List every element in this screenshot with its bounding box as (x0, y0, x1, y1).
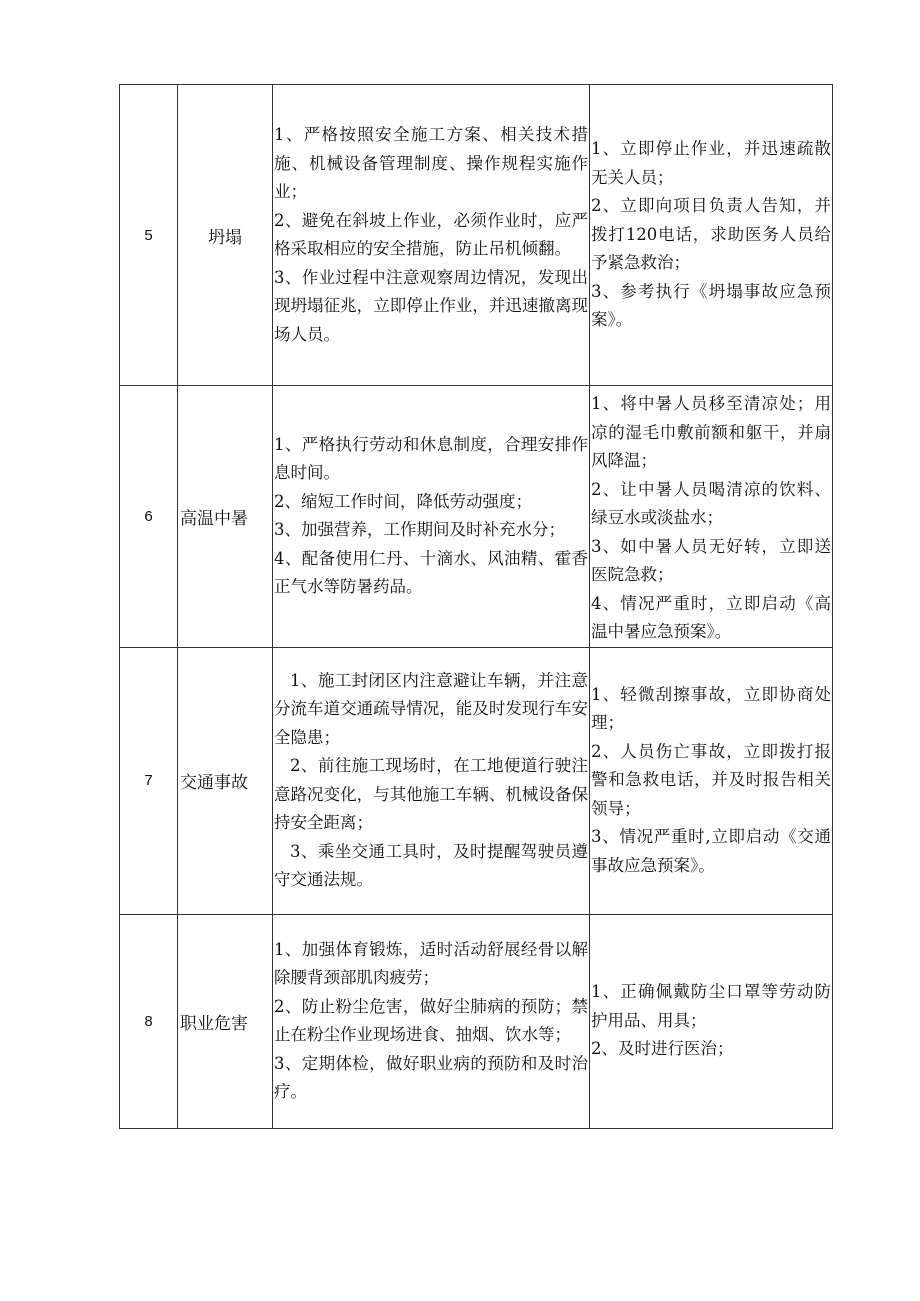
response-item: 1、将中暑人员移至清凉处；用凉的湿毛巾敷前额和躯干，并扇风降温； (591, 394, 831, 470)
row-number: 7 (120, 647, 178, 914)
response-item: 3、如中暑人员无好转，立即送医院急救； (591, 536, 831, 584)
table-row (120, 914, 833, 1128)
response-item: 2、及时进行医治； (591, 1039, 734, 1059)
preventive-measures (273, 647, 590, 914)
measure-item: 1、加强体育锻炼，适时活动舒展经骨以解除腰背颈部肌肉疲劳； (274, 939, 588, 987)
response-item: 2、立即向项目负责人告知，并拨打120电话，求助医务人员给予紧急救治； (591, 196, 831, 273)
measure-item: 1、施工封闭区内注意避让车辆，并注意分流车道交通疏导情况，能及时发现行车安全隐患； (274, 670, 588, 747)
row-number: 8 (120, 914, 178, 1128)
measure-item: 3、作业过程中注意观察周边情况，发现出现坍塌征兆，立即停止作业，并迅速撤离现场人员。 (274, 267, 588, 344)
hazard-name: 交通事故 (178, 647, 273, 914)
measure-item: 2、缩短工作时间，降低劳动强度； (274, 491, 532, 511)
response-item: 3、参考执行《坍塌事故应急预案》。 (591, 281, 831, 330)
response-item: 1、轻微刮擦事故，立即协商处理； (591, 684, 831, 733)
response-item: 1、立即停止作业，并迅速疏散无关人员； (591, 139, 831, 187)
hazard-name: 职业危害 (178, 914, 273, 1128)
measure-item: 2、避免在斜坡上作业，必须作业时，应严格采取相应的安全措施，防止吊机倾翻。 (274, 210, 588, 258)
measure-item: 1、严格执行劳动和休息制度，合理安排作息时间。 (274, 434, 588, 483)
preventive-measures (273, 85, 590, 386)
response-item: 4、情况严重时，立即启动《高温中暑应急预案》。 (591, 593, 831, 641)
measure-item: 2、前往施工现场时，在工地便道行驶注意路况变化，与其他施工车辆、机械设备保持安全距离； (274, 756, 588, 832)
hazard-name: 坍塌 (178, 85, 273, 386)
response-item: 3、情况严重时,立即启动《交通事故应急预案》。 (591, 827, 831, 875)
measure-item: 3、定期体检，做好职业病的预防和及时治疗。 (274, 1053, 588, 1101)
measure-item: 2、防止粉尘危害，做好尘肺病的预防；禁止在粉尘作业现场进食、抽烟、饮水等； (274, 996, 588, 1044)
emergency-response (590, 85, 833, 386)
hazard-table (119, 84, 833, 1129)
table-row (120, 647, 833, 914)
table-row (120, 386, 833, 648)
table-row (120, 85, 833, 386)
measure-item: 1、严格按照安全施工方案、相关技术措施、机械设备管理制度、操作规程实施作业； (274, 125, 588, 201)
response-item: 1、正确佩戴防尘口罩等劳动防护用品、用具； (591, 982, 831, 1030)
row-number: 5 (120, 85, 178, 386)
preventive-measures (273, 914, 590, 1128)
row-number: 6 (120, 386, 178, 648)
emergency-response (590, 647, 833, 914)
hazard-name: 高温中暑 (178, 386, 273, 648)
measure-item: 3、乘坐交通工具时，及时提醒驾驶员遵守交通法规。 (274, 841, 588, 889)
measure-item: 4、配备使用仁丹、十滴水、风油精、霍香正气水等防暑药品。 (274, 548, 588, 597)
preventive-measures (273, 386, 590, 648)
response-item: 2、人员伤亡事故，立即拨打报警和急救电话，并及时报告相关领导； (591, 741, 831, 818)
emergency-response (590, 914, 833, 1128)
response-item: 2、让中暑人员喝清凉的饮料、绿豆水或淡盐水； (591, 479, 831, 527)
measure-item: 3、加强营养，工作期间及时补充水分； (274, 520, 565, 540)
emergency-response (590, 386, 833, 648)
